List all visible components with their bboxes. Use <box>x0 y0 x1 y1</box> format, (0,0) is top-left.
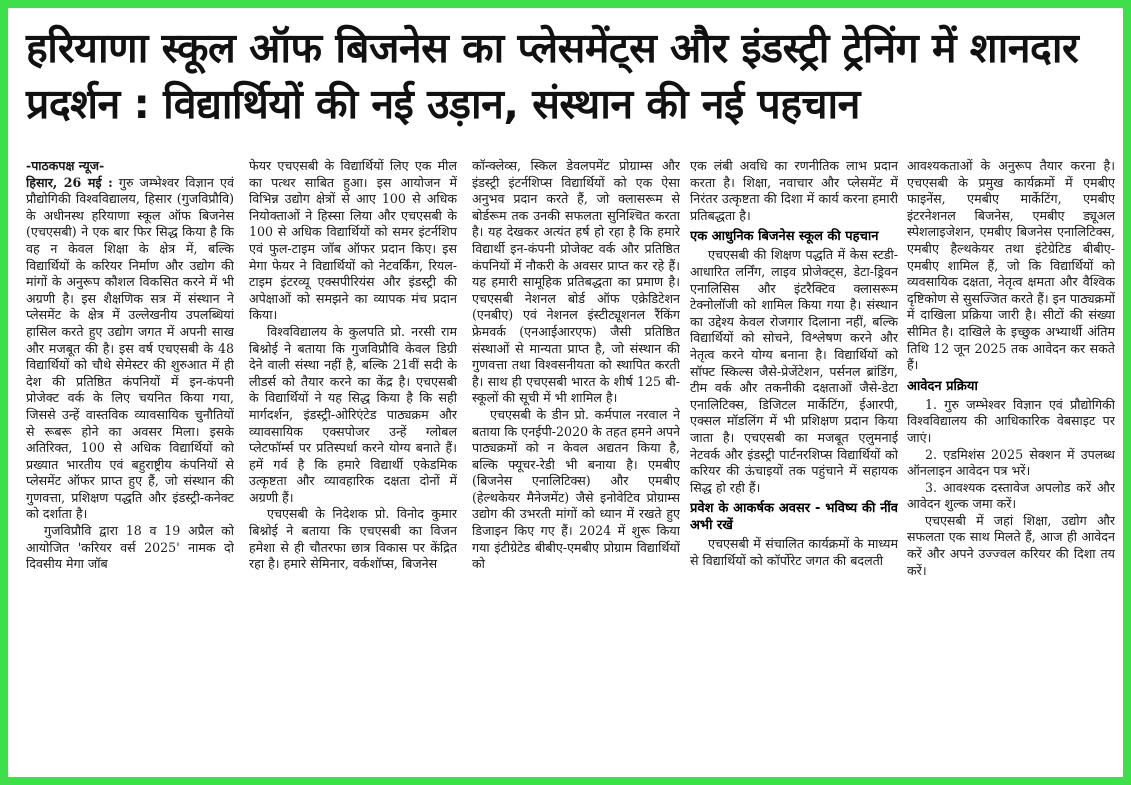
col1-text: गुरु जम्भेश्वर विज्ञान एवं प्रौद्योगिकी विश्वविद्यालय, हिसार (गुजविप्रौवि) के अधीनस्थ हरियाणा स्कूल ऑफ बिजनेस (एचएसबी) ने एक बार फिर सिद्ध किया है कि वह न केवल शिक्षा के क्षेत्र में, बल्कि विद्यार्थियों के करियर निर्माण और उद्योग की मांगों के अनुरूप कौशल विकसित करने में भी अग्रणी है। इस शैक्षणिक सत्र में संस्थान ने प्लेसमेंट के क्षेत्र में उल्लेखनीय उपलब्धियां हासिल करते हुए उद्योग जगत में अपनी साख और मजबूत की है। इस वर्ष एचएसबी के 48 विद्यार्थियों को चौथे सेमेस्टर की शुरुआत में ही देश की प्रतिष्ठित कंपनियों में इन-कंपनी प्रोजेक्ट वर्क के लिए चयनित किया गया, जिससे उन्हें वास्तविक व्यावसायिक चुनौतियों से रूबरू होने का अवसर मिला। इसके अतिरिक्त, 100 से अधिक विद्यार्थियों को प्रख्यात भारतीय एवं बहुराष्ट्रीय कंपनियों से प्लेसमेंट ऑफर प्राप्त हुए हैं, जो संस्थान की गुणवत्ता, प्रशिक्षण पद्धति और इंडस्ट्री-कनेक्ट को दर्शाता है। <box>26 174 234 522</box>
newspaper-clipping <box>8 8 1123 777</box>
col5-paragraph-1: आवश्यकताओं के अनुरूप तैयार करना है। एचएसबी के प्रमुख कार्यक्रमों में एमबीए फाइनेंस, एमबीए मार्केटिंग, एमबीए इंटरनेशनल बिजनेस, एमबीए ड्यूअल स्पेशलाइजेशन, एमबीए बिजनेस एनालिटिक्स, एमबीए हैल्थकेयर तथा इंटेग्रेटिड बीबीए-एमबीए शामिल हैं, जो कि विद्यार्थियों को व्यवसायिक दक्षता, नेतृत्व क्षमता और वैश्विक दृष्टिकोण से सुसज्जित करते हैं। इन पाठ्यक्रमों में दाखिला प्रक्रिया जारी है। सीटों की संख्या सीमित है। दाखिले के इच्छुक अभ्यार्थी अंतिम तिथि 12 जून 2025 तक आवेदन कर सकते हैं। <box>907 158 1115 373</box>
subheading-modern-business-school: एक आधुनिक बिजनेस स्कूल की पहचान <box>690 229 879 245</box>
col4-paragraph-1: एक लंबी अवधि का रणनीतिक लाभ प्रदान करता है। शिक्षा, नवाचार और प्लेसमेंट में निरंतर उत्कृष्टता की दिशा में कार्य करना हमारी प्रतिबद्धता है। <box>690 158 898 223</box>
col3-paragraph-1: कॉन्क्लेव्स, स्किल डेवलपमेंट प्रोग्राम्स और इंडस्ट्री इंटर्नशिप्स विद्यार्थियों को एक ऐसा अनुभव प्रदान करते हैं, जो क्लासरूम से बोर्डरूम तक उनकी सफलता सुनिश्चित करता है। यह देखकर अत्यंत हर्ष हो रहा है कि हमारे विद्यार्थी इन-कंपनी प्रोजेक्ट वर्क और प्रतिष्ठित कंपनियों में नौकरी के अवसर प्राप्त कर रहे हैं। यह हमारी सामूहिक प्रतिबद्धता का प्रमाण है। एचएसबी नेशनल बोर्ड ऑफ एक्रेडिटेशन (एनबीए) एवं नेशनल इंस्टीट्यूशनल रैंकिंग फ्रेमवर्क (एनआईआरएफ) जैसी प्रतिष्ठित संस्थाओं से मान्यता प्राप्त है, जो संस्थान की गुणवत्ता तथा विश्वसनीयता को स्थापित करती है। साथ ही एचएसबी भारत के शीर्ष 125 बी-स्कूलों की सूची में भी शामिल है। <box>472 158 680 406</box>
dateline: हिसार, 26 मई : <box>26 174 113 190</box>
col4-paragraph-3: एचएसबी में संचालित कार्यक्रमों के माध्यम से विद्यार्थियों को कॉर्पोरेट जगत की बदलती <box>690 536 898 568</box>
headline: हरियाणा स्कूल ऑफ बिजनेस का प्लेसमेंट्स और इंडस्ट्री ट्रेनिंग में शानदार प्रदर्शन : विद्यार्थियों की नई उड़ान, संस्थान की नई पहचान <box>26 24 1079 128</box>
col5-paragraph-2: एचएसबी में जहां शिक्षा, उद्योग और सफलता एक साथ मिलते हैं, आज ही आवेदन करें और अपने उज्ज्वल करियर की दिशा तय करें। <box>907 512 1115 578</box>
column-1 <box>26 158 234 773</box>
byline: -पाठकपक्ष न्यूज- <box>26 158 105 173</box>
column-5 <box>907 158 1115 773</box>
col3-paragraph-2: एचएसबी के डीन प्रो. कर्मपाल नरवाल ने बताया कि एनईपी-2020 के तहत हमने अपने पाठ्यक्रमों को न केवल अद्यतन किया है, बल्कि फ्यूचर-रेडी भी बनाया है। एमबीए (बिजनेस एनालिटिक्स) और एमबीए (हेल्थकेयर मैनेजमेंट) जैसे इनोवेटिव प्रोग्राम्स उद्योग की उभरती मांगों को ध्यान में रखते हुए डिजाइन किए गए हैं। 2024 में शुरू किया गया इंटीग्रेटेड बीबीए-एमबीए प्रोग्राम विद्यार्थियों को <box>472 406 680 572</box>
column-4 <box>690 158 898 773</box>
col2-paragraph-3: एचएसबी के निदेशक प्रो. विनोद कुमार बिश्नोई ने बताया कि एचएसबी का विजन हमेशा से ही चौतरफा छात्र विकास पर केंद्रित रहा है। हमारे सेमिनार, वर्कशॉप्स, बिजनेस <box>249 506 457 572</box>
application-step-1: 1. गुरु जम्भेश्वर विज्ञान एवं प्रौद्योगिकी विश्वविद्यालय की आधिकारिक वेबसाइट पर जाएं। <box>907 396 1115 445</box>
col2-paragraph-2: विश्वविद्यालय के कुलपति प्रो. नरसी राम बिश्नोई ने बताया कि गुजविप्रौवि केवल डिग्री देने वाली संस्था नहीं है, बल्कि 21वीं सदी के लीडर्स को तैयार करने का केंद्र है। एचएसबी के विद्यार्थियों ने यह सिद्ध किया है कि सही मार्गदर्शन, इंडस्ट्री-ओरिएंटेड पाठ्यक्रम और व्यावसायिक एक्सपोजर उन्हें ग्लोबल प्लेटफॉर्म्स पर प्रतिस्पर्धा करने योग्य बनाते हैं। हमें गर्व है कि हमारे विद्यार्थी एकेडमिक उत्कृष्टता और व्यावहारिक दक्षता दोनों में अग्रणी हैं। <box>249 323 457 505</box>
col1-paragraph-1 <box>26 175 234 523</box>
col1-paragraph-2: गुजविप्रौवि द्वारा 18 व 19 अप्रैल को आयोजित 'करियर वर्स 2025' नामक दो दिवसीय मेगा जॉब <box>26 523 234 572</box>
subheading-admission-opportunities: प्रवेश के आकर्षक अवसर - भविष्य की नींव अभी रखें <box>690 501 898 534</box>
column-2 <box>249 158 457 773</box>
col2-paragraph-1: फेयर एचएसबी के विद्यार्थियों लिए एक मील का पत्थर साबित हुआ। इस आयोजन में विभिन्न उद्योग क्षेत्रों से आए 100 से अधिक नियोक्ताओं ने हिस्सा लिया और एचएसबी के 100 से अधिक विद्यार्थियों को समर इंटर्नशिप एवं फुल-टाइम जॉब ऑफर प्रदान किए। इस मेगा फेयर ने विद्यार्थियों को नेटवर्किंग, रियल-टाइम इंटरव्यू एक्सपीरियंस और इंडस्ट्री की अपेक्षाओं को समझने का व्यापक मंच प्रदान किया। <box>249 158 457 323</box>
column-3 <box>472 158 680 773</box>
col4-paragraph-2: एचएसबी की शिक्षण पद्धति में केस स्टडी-आधारित लर्निंग, लाइव प्रोजेक्ट्स, डेटा-ड्रिवन एनालिसिस और इंटरैक्टिव क्लासरूम टेक्नोलॉजी को शामिल किया गया है। संस्थान का उद्देश्य केवल रोजगार दिलाना नहीं, बल्कि विद्यार्थियों को सोचने, विश्लेषण करने और नेतृत्व करने योग्य बनाना है। विद्यार्थियों को सॉफ्ट स्किल्स जैसे-प्रेजेंटेशन, पर्सनल ब्रांडिंग, टीम वर्क और तकनीकी दक्षताओं जैसे-डेटा एनालिटिक्स, डिजिटल मार्केटिंग, ईआरपी, एक्सल मॉडलिंग में भी प्रशिक्षण प्रदान किया जाता है। एचएसबी का मजबूत एलुमनाई नेटवर्क और इंडस्ट्री पार्टनरशिप्स विद्यार्थियों को करियर की ऊंचाइयों तक पहुंचाने में सहायक सिद्ध हो रही हैं। <box>690 247 898 495</box>
subheading-application-process: आवेदन प्रक्रिया <box>907 378 978 394</box>
application-step-3: 3. आवश्यक दस्तावेज अपलोड करें और आवेदन शुल्क जमा करें। <box>907 479 1115 512</box>
application-step-2: 2. एडमिशंस 2025 सेक्शन में उपलब्ध ऑनलाइन आवेदन पत्र भरें। <box>907 446 1115 479</box>
